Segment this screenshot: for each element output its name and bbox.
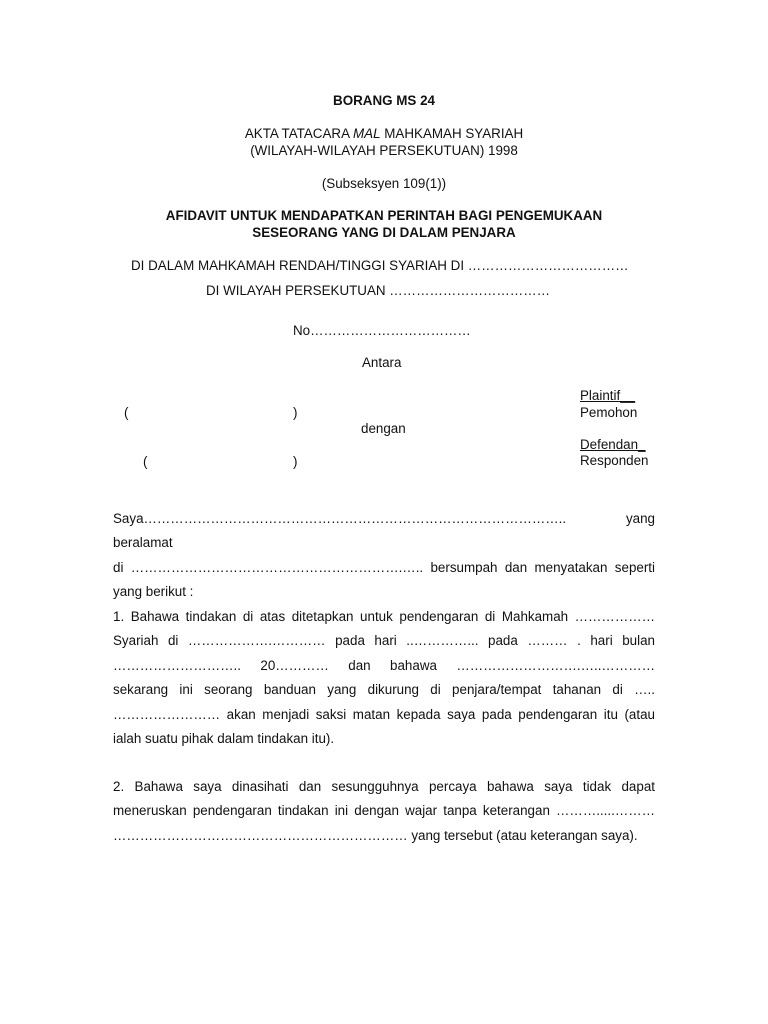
act-title-prefix: AKTA TATACARA bbox=[244, 126, 353, 141]
act-title-line2: (WILAYAH-WILAYAH PERSEKUTUAN) 1998 bbox=[250, 143, 518, 158]
party2-paren-open: ( bbox=[143, 454, 148, 469]
paragraph-1-line: ……………………….. 20………… dan bahawa ……………………….…..………… bbox=[113, 657, 655, 673]
intro-line: yang berikut : bbox=[113, 584, 194, 600]
act-title-italic: MAL bbox=[353, 126, 381, 141]
intro-paragraph bbox=[113, 507, 655, 605]
paragraph-1-line: Syariah di ……………….………… pada hari ..…………... pada ……… . hari bulan bbox=[113, 633, 655, 649]
party1-paren-open: ( bbox=[124, 405, 129, 420]
act-title-line1 bbox=[0, 126, 768, 141]
paragraph-1 bbox=[113, 605, 655, 751]
subsection-ref: (Subseksyen 109(1)) bbox=[321, 176, 447, 191]
court-line2: DI WILAYAH PERSEKUTUAN ……………………………… bbox=[206, 283, 550, 298]
paragraph-1-line: sekarang ini seorang banduan yang dikurung di penjara/tempat tahanan di ….. bbox=[113, 682, 655, 698]
paragraph-2-line: meneruskan pendengaran tindakan ini dengan wajar tanpa keterangan ……….....……… bbox=[113, 803, 655, 819]
paragraph-1-line: 1. Bahawa tindakan di atas ditetapkan untuk pendengaran di Mahkamah ……………… bbox=[113, 609, 655, 624]
party1-paren-close: ) bbox=[293, 405, 298, 420]
with-label: dengan bbox=[361, 421, 406, 436]
form-title: BORANG MS 24 bbox=[333, 93, 435, 108]
intro-line: Saya………………………………………………………………………………….. yang beralamat bbox=[113, 511, 655, 551]
applicant-label: Pemohon bbox=[580, 405, 638, 420]
paragraph-1-line: ialah suatu pihak dalam tindakan itu). bbox=[113, 731, 335, 747]
affidavit-heading-line2: SESEORANG YANG DI DALAM PENJARA bbox=[252, 225, 516, 240]
plaintiff-label: Plaintif__ bbox=[580, 388, 636, 403]
affidavit-heading-line1: AFIDAVIT UNTUK MENDAPATKAN PERINTAH BAGI PENGEMUKAAN bbox=[165, 208, 603, 223]
paragraph-1-line: …………………… akan menjadi saksi matan kepada saya pada pendengaran itu (atau bbox=[113, 706, 655, 722]
court-line1: DI DALAM MAHKAMAH RENDAH/TINGGI SYARIAH DI ……………………………… bbox=[131, 258, 629, 273]
paragraph-2-line: ………………………………………………………… yang tersebut (atau keterangan saya). bbox=[113, 827, 638, 843]
paragraph-2 bbox=[113, 775, 655, 848]
paragraph-2-line: 2. Bahawa saya dinasihati dan sesungguhnya percaya bahawa saya tidak dapat bbox=[113, 779, 655, 794]
intro-line: di …………………………………………………….….. bersumpah dan menyatakan seperti bbox=[113, 559, 655, 575]
defendant-label: Defendan_ bbox=[580, 437, 646, 452]
respondent-label: Responden bbox=[580, 453, 649, 468]
between-label: Antara bbox=[362, 355, 402, 370]
case-number: No……………………………… bbox=[293, 323, 471, 338]
party2-paren-close: ) bbox=[293, 454, 298, 469]
act-title-suffix: MAHKAMAH SYARIAH bbox=[380, 126, 524, 141]
